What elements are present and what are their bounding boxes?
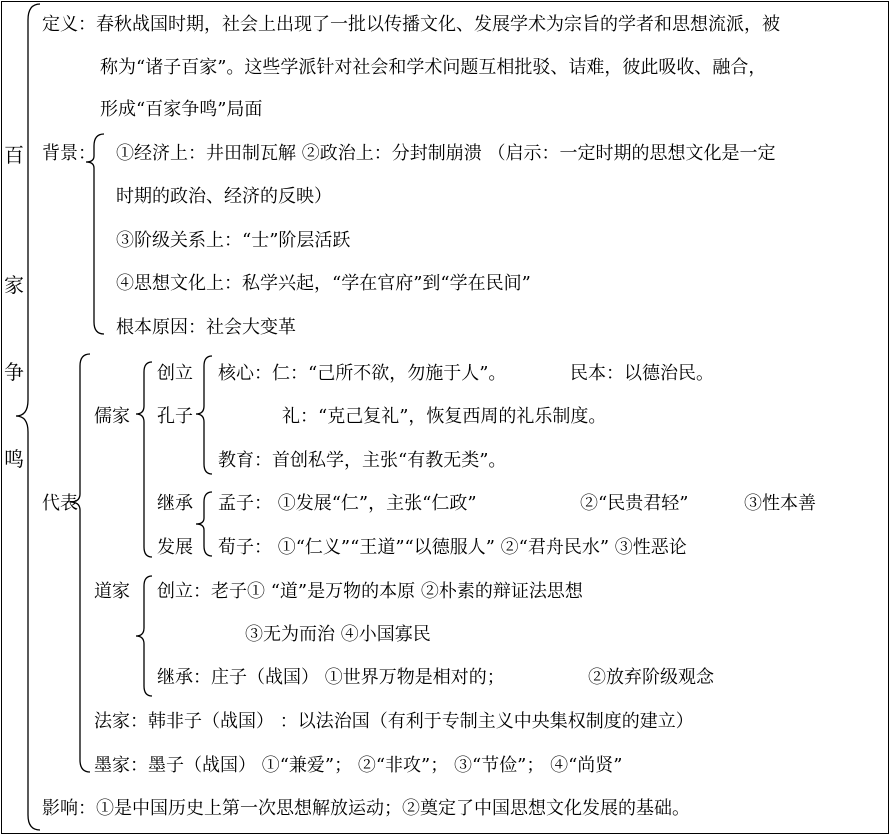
confucian-inherit-label-1: 继承 xyxy=(157,493,193,514)
legalist-line: 法家：韩非子（战国） ：以法治国（有利于专制主义中央集权制度的建立） xyxy=(94,711,694,732)
daoist-brace xyxy=(136,576,152,696)
confucian-education: 教育：首创私学，主张“有教无类”。 xyxy=(218,450,507,471)
definition-line-3: 形成“百家争鸣”局面 xyxy=(100,99,263,120)
definition-line-2: 称为“诸子百家”。这些学派针对社会和学术问题互相批驳、诘难，彼此吸收、融合， xyxy=(100,57,767,78)
confucian-brace xyxy=(136,362,152,557)
mencius-line: 孟子： ①发展“仁”，主张“仁政” xyxy=(218,493,477,514)
background-culture: ④思想文化上：私学兴起，“学在官府”到“学在民间” xyxy=(116,273,531,294)
confucian-founder-label: 创立 xyxy=(157,363,193,384)
inherit-brace xyxy=(196,492,212,556)
daoist-label: 道家 xyxy=(94,581,130,602)
mohist-line: 墨家：墨子（战国） ①“兼爱”； ②“非攻”； ③“节俭”； ④“尚贤” xyxy=(94,755,623,776)
confucian-core: 核心：仁：“己所不欲，勿施于人”。 xyxy=(218,363,507,384)
title-char-2: 家 xyxy=(4,273,24,297)
confucian-people: 民本：以德治民。 xyxy=(570,363,714,384)
mencius-line-3: ③性本善 xyxy=(744,493,816,514)
daoist-inherit-2: ②放弃阶级观念 xyxy=(588,667,714,688)
daoist-inherit: 继承：庄子（战国） ①世界万物是相对的； xyxy=(157,667,505,688)
main-brace xyxy=(16,4,40,830)
background-label: 背景： xyxy=(42,143,96,164)
confucian-founder-name: 孔子 xyxy=(157,406,193,427)
representatives-brace xyxy=(70,354,90,772)
background-economy-politics: ①经济上：井田制瓦解 ②政治上：分封制崩溃 （启示：一定时期的思想文化是一定 xyxy=(116,143,776,164)
background-root-cause: 根本原因：社会大变革 xyxy=(116,317,296,338)
confucius-brace xyxy=(196,356,212,474)
title-char-1: 百 xyxy=(4,143,24,167)
confucian-inherit-label-2: 发展 xyxy=(157,537,193,558)
background-enlightenment-cont: 时期的政治、经济的反映） xyxy=(116,186,332,207)
confucian-li: 礼：“克己复礼”，恢复西周的礼乐制度。 xyxy=(282,406,607,427)
xunzi-line: 荀子： ①“仁义”“王道”“以德服人” ②“君舟民水” ③性恶论 xyxy=(218,537,687,558)
definition-line-1: 定义：春秋战国时期，社会上出现了一批以传播文化、发展学术为宗旨的学者和思想流派，被 xyxy=(42,14,780,35)
daoist-founder: 创立：老子① “道”是万物的本原 ②朴素的辩证法思想 xyxy=(157,581,583,602)
mencius-line-2: ②“民贵君轻” xyxy=(580,493,689,514)
daoist-founder-cont: ③无为而治 ④小国寡民 xyxy=(245,624,431,645)
background-class: ③阶级关系上：“士”阶层活跃 xyxy=(116,230,351,251)
title-char-3: 争 xyxy=(4,360,24,384)
representatives-label: 代表 xyxy=(42,493,78,514)
title-char-4: 鸣 xyxy=(4,447,24,471)
confucian-label: 儒家 xyxy=(94,406,130,427)
influence-line: 影响：①是中国历史上第一次思想解放运动；②奠定了中国思想文化发展的基础。 xyxy=(42,798,690,819)
